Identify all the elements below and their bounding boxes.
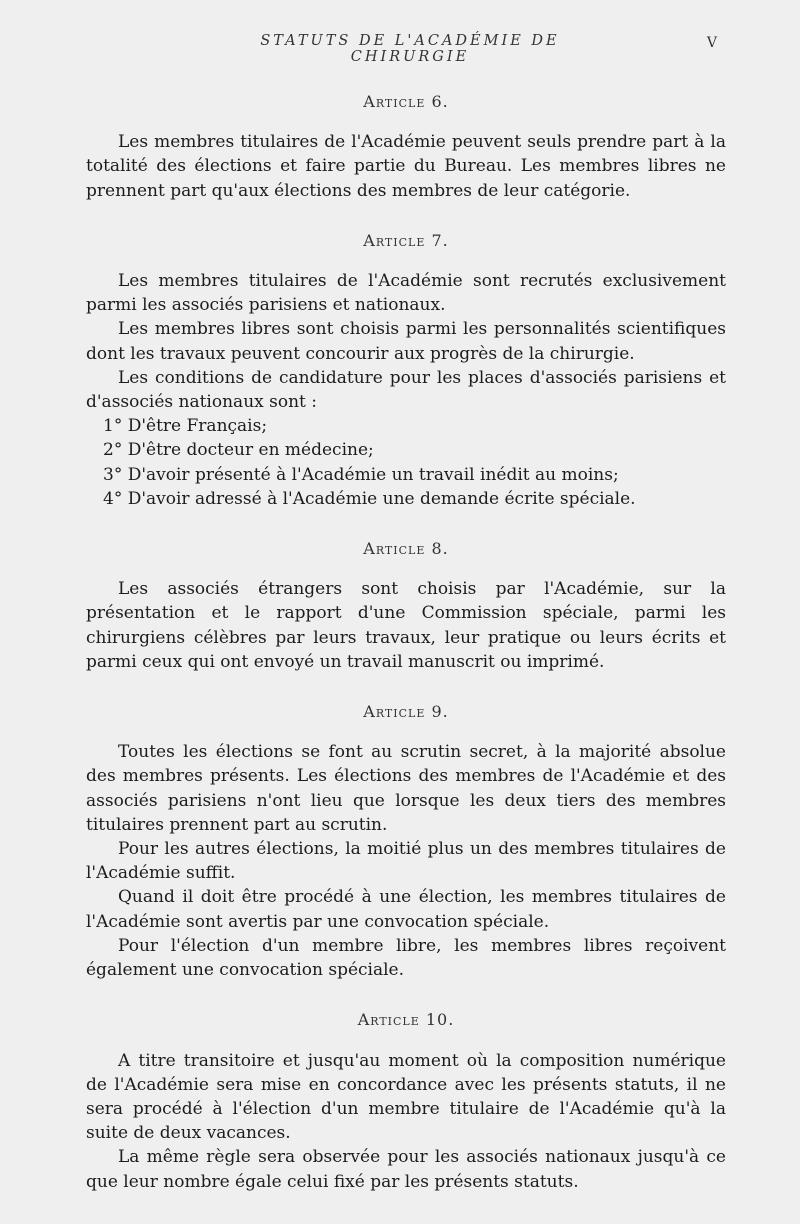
article-9-paragraph-2: Pour les autres élections, la moitié plus un des membres titulaires de l'Académie suffit. (86, 839, 726, 884)
article-7-paragraph-1: Les membres titulaires de l'Académie sont recrutés exclusivement parmi les associés parisiens et nationaux. (86, 271, 726, 316)
article-6-heading: Article 6. (363, 92, 449, 111)
article-7-paragraph-3: Les conditions de candidature pour les places d'associés parisiens et d'associés nationaux sont : (86, 367, 726, 413)
article-9-heading: Article 9. (363, 702, 449, 722)
document-body (86, 90, 726, 1194)
article-9-paragraph-3: Quand il doit être procédé à une élection, les membres titulaires de l'Académie sont avertis par une convocation spéciale. (86, 887, 726, 932)
article-7-list-item-4: 4° D'avoir adressé à l'Académie une demande écrite spéciale. (103, 488, 636, 509)
article-7-paragraph-2: Les membres libres sont choisis parmi les personnalités scientifiques dont les travaux peuvent concourir aux progrès de la chirurgie. (86, 319, 726, 364)
article-9-paragraph-1: Toutes les élections se font au scrutin secret, à la majorité absolue des membres présents. Les élections des membres de l'Académie et des associés parisiens n'ont lieu que lorsque les deux tiers des membres titulaires prennent part au scrutin. (86, 742, 726, 835)
article-7-list-item-1: 1° D'être Français; (103, 416, 268, 437)
article-8-paragraph-1: Les associés étrangers sont choisis par l'Académie, sur la présentation et le rapport d'une Commission spéciale, parmi les chirurgiens célèbres par leurs travaux, leur pratique ou leurs écrits et parmi ceux qui ont envoyé un travail manuscrit ou imprimé. (86, 579, 726, 672)
running-title: STATUTS DE L'ACADÉMIE DE CHIRURGIE (260, 33, 560, 65)
article-8-heading: Article 8. (363, 539, 449, 559)
article-7-list-item-2: 2° D'être docteur en médecine; (103, 440, 374, 461)
article-7-heading: Article 7. (363, 230, 449, 250)
article-9-paragraph-4: Pour l'élection d'un membre libre, les membres libres reçoivent également une convocation spéciale. (86, 935, 726, 981)
article-7-list-item-3: 3° D'avoir présenté à l'Académie un travail inédit au moins; (103, 464, 619, 485)
article-10-heading: Article 10. (357, 1010, 455, 1030)
article-10-paragraph-1: A titre transitoire et jusqu'au moment où la composition numérique de l'Académie sera mise en concordance avec les présents statuts, il ne sera procédé à l'élection d'un membre titulaire de l'Académie qu'à la suite de deux vacances. (86, 1050, 726, 1144)
article-10-paragraph-2: La même règle sera observée pour les associés nationaux jusqu'à ce que leur nombre égale celui fixé par les présents statuts. (86, 1147, 726, 1192)
page-number: V (706, 35, 717, 51)
article-6-paragraph-1: Les membres titulaires de l'Académie peuvent seuls prendre part à la totalité des élections et faire partie du Bureau. Les membres libres ne prennent part qu'aux élections des membres de leur catégorie. (86, 132, 726, 201)
